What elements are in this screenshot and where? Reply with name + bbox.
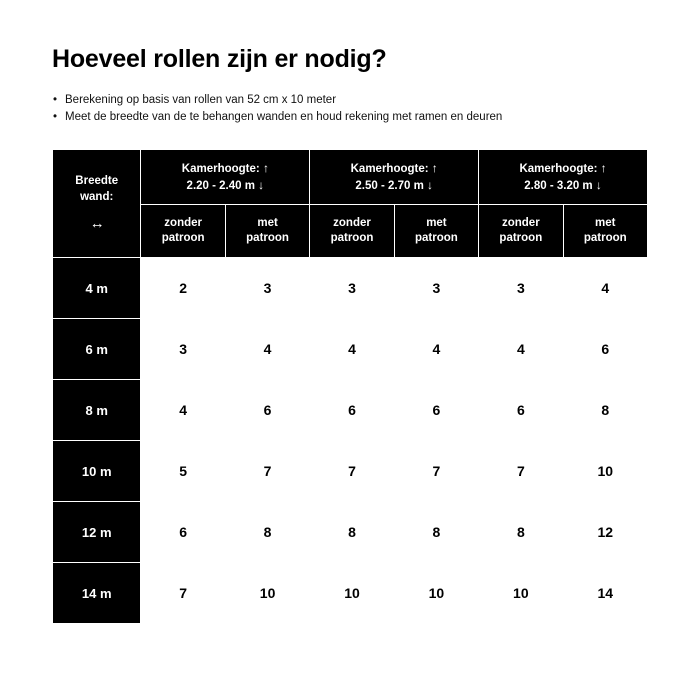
table-cell: 4 xyxy=(394,319,478,380)
table-row xyxy=(53,258,648,319)
arrow-down-icon: ↓ xyxy=(427,178,433,193)
table-cell: 4 xyxy=(479,319,563,380)
arrow-up-icon: ↑ xyxy=(600,160,607,175)
table-cell: 3 xyxy=(394,258,478,319)
list-item: • Meet de breedte van de te behangen wanden en houd rekening met ramen en deuren xyxy=(52,109,656,127)
table-cell: 10 xyxy=(479,563,563,624)
table-cell: 10 xyxy=(394,563,478,624)
column-group-header-height-2 xyxy=(310,150,479,205)
table-cell: 8 xyxy=(563,380,647,441)
table-cell: 6 xyxy=(394,380,478,441)
column-group-header-height-1 xyxy=(141,150,310,205)
table-cell: 12 xyxy=(563,502,647,563)
table-cell: 7 xyxy=(310,441,394,502)
list-item: • Berekening op basis van rollen van 52 cm x 10 meter xyxy=(52,92,656,110)
table-cell: 7 xyxy=(479,441,563,502)
table-subheader-row xyxy=(53,205,648,258)
table-cell: 4 xyxy=(563,258,647,319)
column-group-header-height-3 xyxy=(479,150,648,205)
corner-label-line2: wand: xyxy=(80,191,114,204)
table-cell: 3 xyxy=(225,258,309,319)
table-cell: 8 xyxy=(479,502,563,563)
group-label: Kamerhoogte: xyxy=(181,162,260,175)
group-label: Kamerhoogte: xyxy=(519,162,598,175)
group-range: 2.80 - 3.20 m xyxy=(524,180,593,193)
group-range: 2.20 - 2.40 m xyxy=(186,180,255,193)
arrow-down-icon: ↓ xyxy=(258,178,265,193)
arrow-up-icon: ↑ xyxy=(262,160,269,175)
table-cell: 6 xyxy=(563,319,647,380)
table-cell: 10 xyxy=(225,563,309,624)
subheader-zonder-patroon-2: zonder patroon xyxy=(310,205,394,258)
roll-quantity-table xyxy=(52,149,648,624)
arrow-up-icon: ↑ xyxy=(431,160,438,175)
row-label-width: 12 m xyxy=(53,502,141,563)
table-cell: 8 xyxy=(225,502,309,563)
subheader-zonder-patroon-1: zonder patroon xyxy=(141,205,225,258)
table-cell: 14 xyxy=(563,563,647,624)
row-label-width: 10 m xyxy=(53,441,141,502)
table-row xyxy=(53,319,648,380)
table-header-group-row xyxy=(53,150,648,205)
table-cell: 4 xyxy=(225,319,309,380)
info-bullet-list xyxy=(52,92,656,128)
row-label-width: 4 m xyxy=(53,258,141,319)
table-cell: 7 xyxy=(141,563,225,624)
row-label-width: 14 m xyxy=(53,563,141,624)
table-cell: 8 xyxy=(394,502,478,563)
table-cell: 3 xyxy=(141,319,225,380)
table-cell: 2 xyxy=(141,258,225,319)
table-cell: 4 xyxy=(310,319,394,380)
table-cell: 10 xyxy=(563,441,647,502)
table-cell: 6 xyxy=(479,380,563,441)
table-row xyxy=(53,502,648,563)
table-cell: 3 xyxy=(479,258,563,319)
group-range: 2.50 - 2.70 m xyxy=(355,180,424,193)
table-cell: 5 xyxy=(141,441,225,502)
table-cell: 7 xyxy=(225,441,309,502)
table-row xyxy=(53,380,648,441)
table-cell: 6 xyxy=(225,380,309,441)
table-cell: 6 xyxy=(141,502,225,563)
table-cell: 4 xyxy=(141,380,225,441)
subheader-met-patroon-2: met patroon xyxy=(394,205,478,258)
subheader-met-patroon-3: met patroon xyxy=(563,205,647,258)
subheader-zonder-patroon-3: zonder patroon xyxy=(479,205,563,258)
table-cell: 8 xyxy=(310,502,394,563)
arrow-down-icon: ↓ xyxy=(595,178,602,193)
corner-label-line1: Breedte xyxy=(75,175,119,188)
row-label-width: 6 m xyxy=(53,319,141,380)
table-cell: 7 xyxy=(394,441,478,502)
row-label-width: 8 m xyxy=(53,380,141,441)
subheader-met-patroon-1: met patroon xyxy=(225,205,309,258)
table-cell: 6 xyxy=(310,380,394,441)
table-cell: 10 xyxy=(310,563,394,624)
corner-header-wall-width xyxy=(53,150,141,258)
table-cell: 3 xyxy=(310,258,394,319)
table-row xyxy=(53,563,648,624)
page-title: Hoeveel rollen zijn er nodig? xyxy=(52,45,387,73)
group-label: Kamerhoogte: xyxy=(350,162,429,175)
width-arrow-icon: ↔ xyxy=(89,215,104,233)
table-row xyxy=(53,441,648,502)
